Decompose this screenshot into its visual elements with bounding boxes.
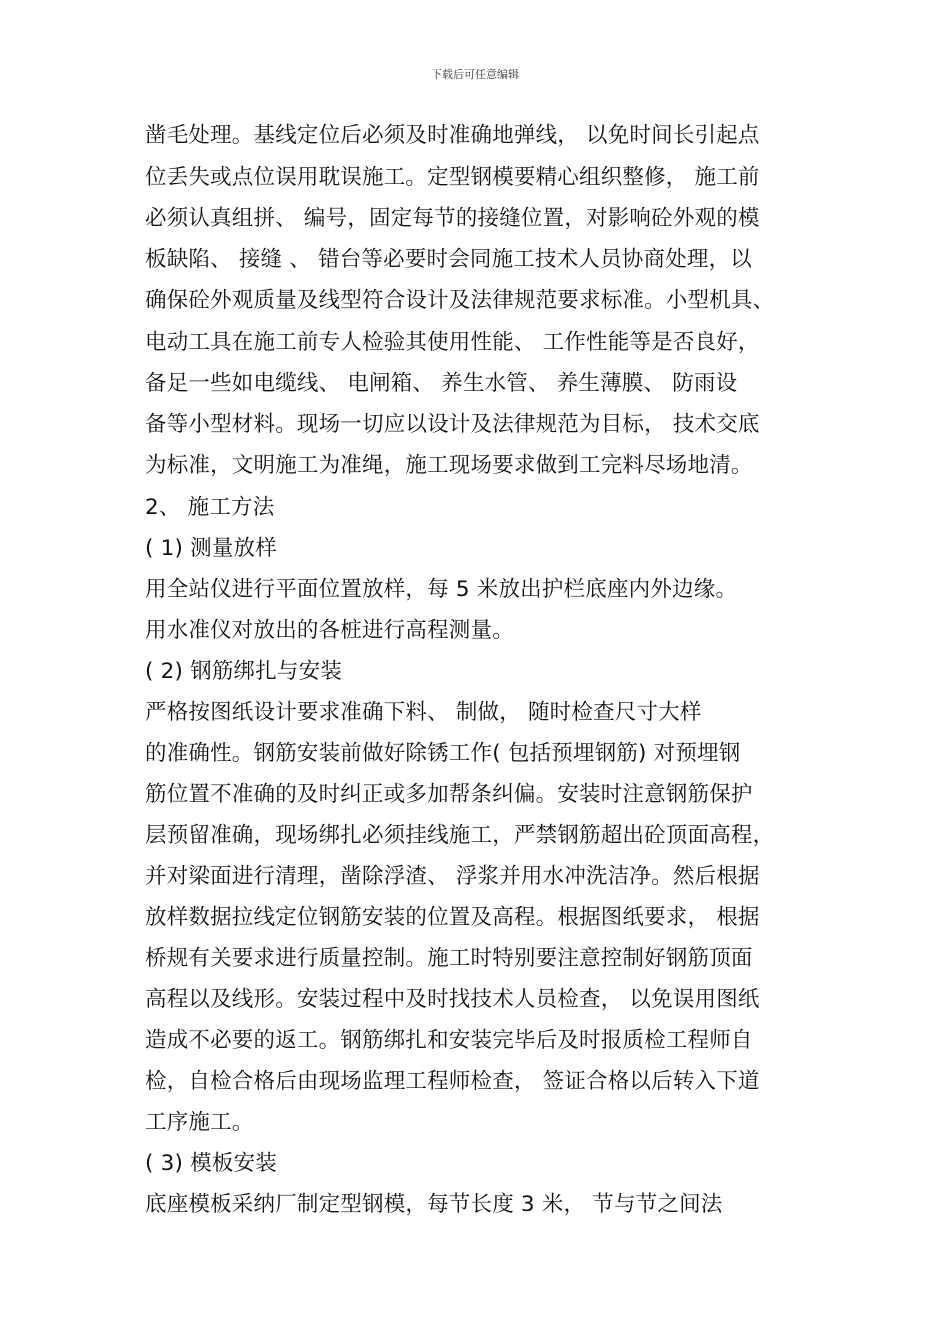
text-line: 高程以及线形。安装过程中及时找技术人员检查， 以免误用图纸 <box>145 987 760 1012</box>
text-line: 造成不必要的返工。钢筋绑扎和安装完毕后及时报质检工程师自 <box>145 1028 753 1053</box>
text-line: 电动工具在施工前专人检验其使用性能、 工作性能等是否良好， <box>145 330 760 355</box>
text-line: 备等小型材料。现场一切应以设计及法律规范为目标， 技术交底 <box>145 412 760 437</box>
text-line: 底座模板采纳厂制定型钢模，每节长度 3 米， 节与节之间法 <box>145 1192 723 1217</box>
text-line: 备足一些如电缆线、 电闸箱、 养生水管、 养生薄膜、 防雨设 <box>145 371 738 396</box>
text-line: 工序施工。 <box>145 1110 254 1135</box>
page-header: 下载后可任意编辑 <box>431 68 519 81</box>
text-line: 筋位置不准确的及时纠正或多加帮条纠偏。安装时注意钢筋保护 <box>145 782 753 807</box>
subsection-heading: ( 3) 模板安装 <box>145 1151 277 1176</box>
text-line: 用全站仪进行平面位置放样，每 5 米放出护栏底座内外边缘。 <box>145 577 738 602</box>
text-line: 必须认真组拼、 编号，固定每节的接缝位置，对影响砼外观的模 <box>145 206 760 231</box>
text-line: 并对梁面进行清理，凿除浮渣、 浮浆并用水冲洗洁净。然后根据 <box>145 864 760 889</box>
text-line: 为标准，文明施工为准绳，施工现场要求做到工完料尽场地清。 <box>145 453 753 478</box>
text-line: 的准确性。钢筋安装前做好除锈工作( 包括预埋钢筋) 对预埋钢 <box>145 741 741 766</box>
section-heading: 2、 施工方法 <box>145 495 275 520</box>
text-line: 层预留准确，现场绑扎必须挂线施工，严禁钢筋超出砼顶面高程， <box>145 823 775 848</box>
text-line: 用水准仪对放出的各桩进行高程测量。 <box>145 618 514 643</box>
subsection-heading: ( 1) 测量放样 <box>145 536 277 561</box>
text-line: 放样数据拉线定位钢筋安装的位置及高程。根据图纸要求， 根据 <box>145 905 760 930</box>
text-line: 确保砼外观质量及线型符合设计及法律规范要求标准。小型机具、 <box>145 288 775 313</box>
text-line: 凿毛处理。基线定位后必须及时准确地弹线， 以免时间长引起点 <box>145 123 760 148</box>
text-line: 位丢失或点位误用耽误施工。定型钢模要精心组织整修， 施工前 <box>145 165 760 190</box>
text-line: 桥规有关要求进行质量控制。施工时特别要注意控制好钢筋顶面 <box>145 946 753 971</box>
subsection-heading: ( 2) 钢筋绑扎与安装 <box>145 659 343 684</box>
text-line: 检，自检合格后由现场监理工程师检查， 签证合格以后转入下道 <box>145 1069 760 1094</box>
text-line: 板缺陷、 接缝 、 错台等必要时会同施工技术人员协商处理，以 <box>145 247 753 272</box>
text-line: 严格按图纸设计要求准确下料、 制做， 随时检查尺寸大样 <box>145 700 702 725</box>
